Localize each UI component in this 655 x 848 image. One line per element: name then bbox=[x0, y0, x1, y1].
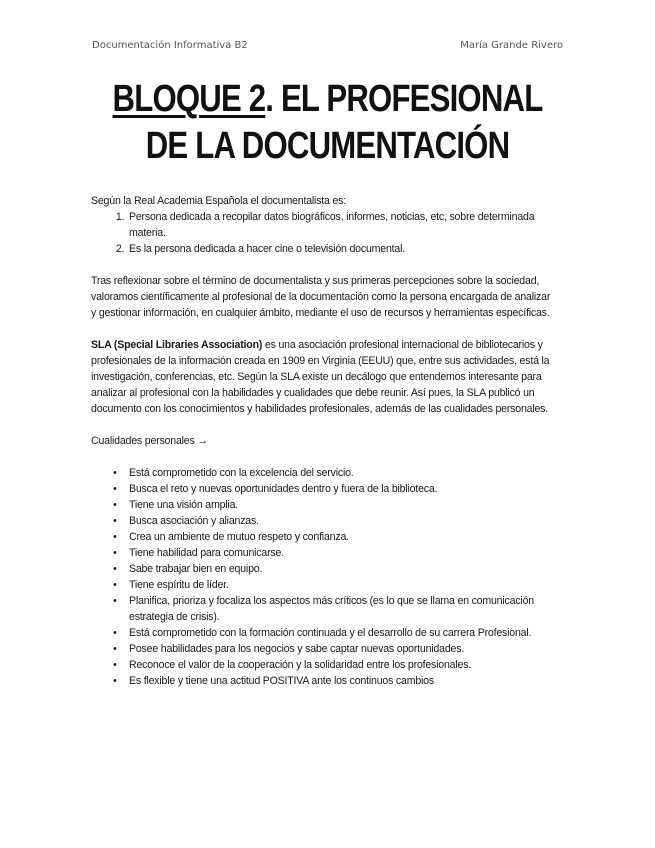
document-body bbox=[91, 193, 557, 689]
list-item: • Busca el reto y nuevas oportunidades dentro y fuera de la biblioteca. bbox=[129, 481, 557, 497]
cualidades-label: Cualidades personales → bbox=[91, 435, 208, 447]
paragraph-sla bbox=[91, 337, 557, 417]
definitions-list bbox=[91, 209, 557, 257]
sla-description: es una asociación profesional internacional de bibliotecarios y profesionales de la información creada en 1909 en Virginia (EEUU) que, entre sus actividades, está la investigación, conferencias, etc. Según la SLA existe un decálogo que entendemos interesante para analizar al profesional con la habilidades y cualidades que debe reunir. Así pues, la SLA publicó un documento con los conocimientos y habilidades profesionales, además de las cualidades personales. bbox=[91, 339, 550, 415]
list-item: • Tiene una visión amplia. bbox=[129, 497, 557, 513]
header-course: Documentación Informativa B2 bbox=[92, 40, 248, 51]
cualidades-list bbox=[91, 465, 557, 689]
header-author: María Grande Rivero bbox=[460, 40, 563, 51]
list-item: • Posee habilidades para los negocios y sabe captar nuevas oportunidades. bbox=[129, 641, 557, 657]
list-item: • Busca asociación y alianzas. bbox=[129, 513, 557, 529]
list-item: • Está comprometido con la excelencia del servicio. bbox=[129, 465, 557, 481]
title-line-1-rest: . EL PROFESIONAL bbox=[265, 78, 543, 120]
list-item: • Crea un ambiente de mutuo respeto y confianza. bbox=[129, 529, 557, 545]
title-block-number: BLOQUE 2 bbox=[112, 78, 266, 120]
title-line-1 bbox=[108, 76, 547, 123]
list-item: • Reconoce el valor de la cooperación y la solidaridad entre los profesionales. bbox=[129, 657, 557, 673]
list-item: • Sabe trabajar bien en equipo. bbox=[129, 561, 557, 577]
paragraph-documentalista: Tras reflexionar sobre el término de documentalista y sus primeras percepciones sobre la sociedad, valoramos científicamente al profesional de la documentación como la persona encargada de analizar y gestionar información, en cualquier ámbito, mediante el uso de recursos y herramientas específicas. bbox=[91, 275, 551, 319]
definition-item: 1. Persona dedicada a recopilar datos biográficos, informes, noticias, etc, sobre determinada materia. bbox=[127, 209, 557, 241]
page-title bbox=[108, 76, 547, 170]
list-item: • Está comprometido con la formación continuada y el desarrollo de su carrera Profesional. bbox=[129, 625, 557, 641]
title-line-2: DE LA DOCUMENTACIÓN bbox=[145, 125, 510, 167]
intro-text: Según la Real Academia Española el documentalista es: bbox=[91, 195, 346, 207]
list-item: • Planifica, prioriza y focaliza los aspectos más críticos (es lo que se llama en comunicación estrategia de crisis). bbox=[129, 593, 557, 625]
list-item: • Es flexible y tiene una actitud POSITIVA ante los continuos cambios bbox=[129, 673, 557, 689]
list-item: • Tiene espíritu de líder. bbox=[129, 577, 557, 593]
definition-item: 2. Es la persona dedicada a hacer cine o televisión documental. bbox=[127, 241, 557, 257]
list-item: • Tiene habilidad para comunicarse. bbox=[129, 545, 557, 561]
sla-name: SLA (Special Libraries Association) bbox=[91, 339, 263, 351]
